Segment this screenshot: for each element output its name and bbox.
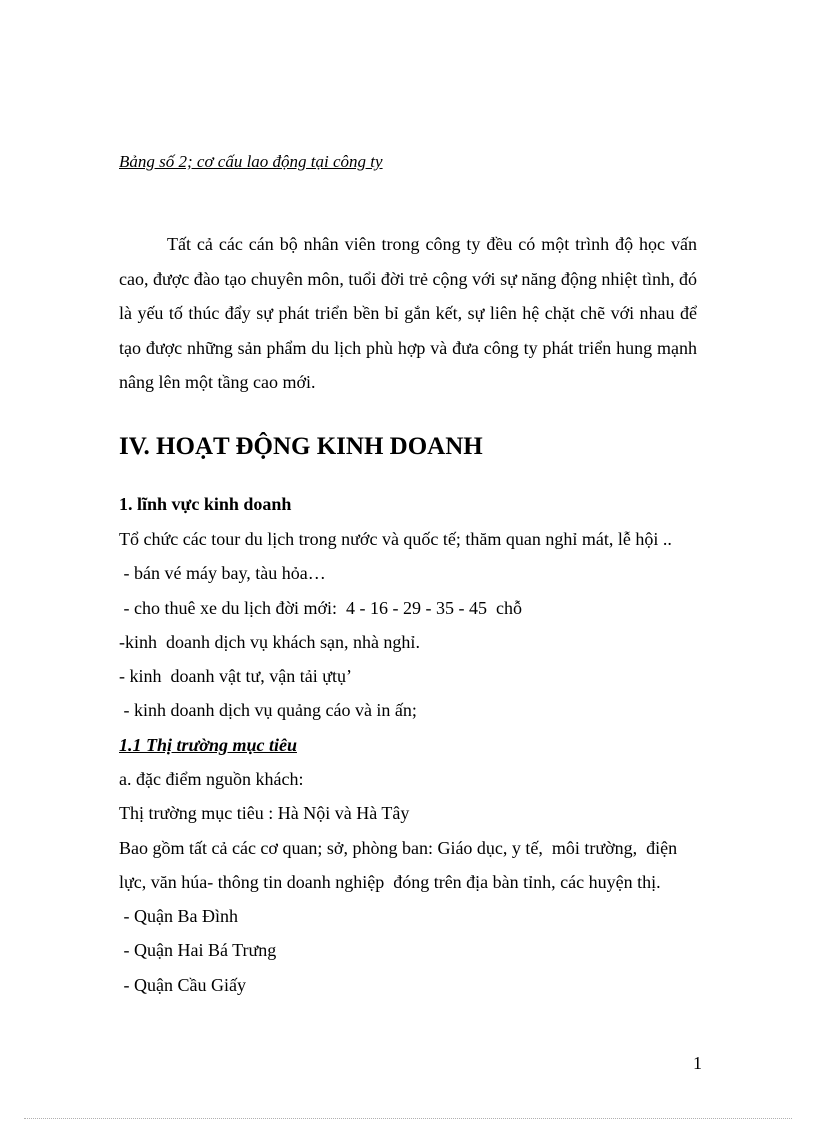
business-line: -kinh doanh dịch vụ khách sạn, nhà nghỉ.	[119, 632, 420, 652]
business-line: - kinh doanh dịch vụ quảng cáo và in ấn;	[119, 700, 417, 720]
market-line: Bao gồm tất cả các cơ quan; sở, phòng ban: Giáo dục, y tế, môi trường, điện	[119, 838, 678, 858]
business-line: Tổ chức các tour du lịch trong nước và quốc tế; thăm quan nghỉ mát, lễ hội ..	[119, 529, 672, 549]
business-line: - cho thuê xe du lịch đời mới: 4 - 16 - 29 - 35 - 45 chỗ	[119, 598, 522, 618]
page-number: 1	[693, 1053, 702, 1073]
district-item: - Quận Ba Đình	[119, 906, 238, 926]
page-bottom-divider	[24, 1118, 792, 1119]
market-line: Thị trường mục tiêu : Hà Nội và Hà Tây	[119, 803, 410, 823]
intro-paragraph: Tất cả các cán bộ nhân viên trong công ty đều có một trình độ học vấn cao, được đào tạo chuyên môn, tuổi đời trẻ cộng với sự năng động nhiệt tình, đó là yếu tố thúc đẩy sự phát triển bền bỉ gắn kết, sự liên hệ chặt chẽ với nhau để tạo được những sản phẩm du lịch phù hợp và đưa công ty phát triển hung mạnh nâng lên một tầng cao mới.	[119, 234, 697, 392]
market-line: a. đặc điểm nguồn khách:	[119, 769, 304, 789]
district-item: - Quận Hai Bá Trưng	[119, 940, 277, 960]
business-line: - kinh doanh vật tư, vận tải ựtụ’	[119, 666, 352, 686]
target-market-heading: 1.1 Thị trường mục tiêu	[119, 735, 297, 755]
market-line: lực, văn húa- thông tin doanh nghiệp đóng trên địa bàn tỉnh, các huyện thị.	[119, 872, 661, 892]
table-caption: Bảng số 2; cơ cấu lao động tại công ty	[119, 152, 383, 171]
business-heading: 1. lĩnh vực kinh doanh	[119, 494, 292, 514]
business-line: - bán vé máy bay, tàu hỏa…	[119, 563, 326, 583]
section-heading: IV. HOẠT ĐỘNG KINH DOANH	[119, 433, 483, 460]
district-item: - Quận Cầu Giấy	[119, 975, 246, 995]
